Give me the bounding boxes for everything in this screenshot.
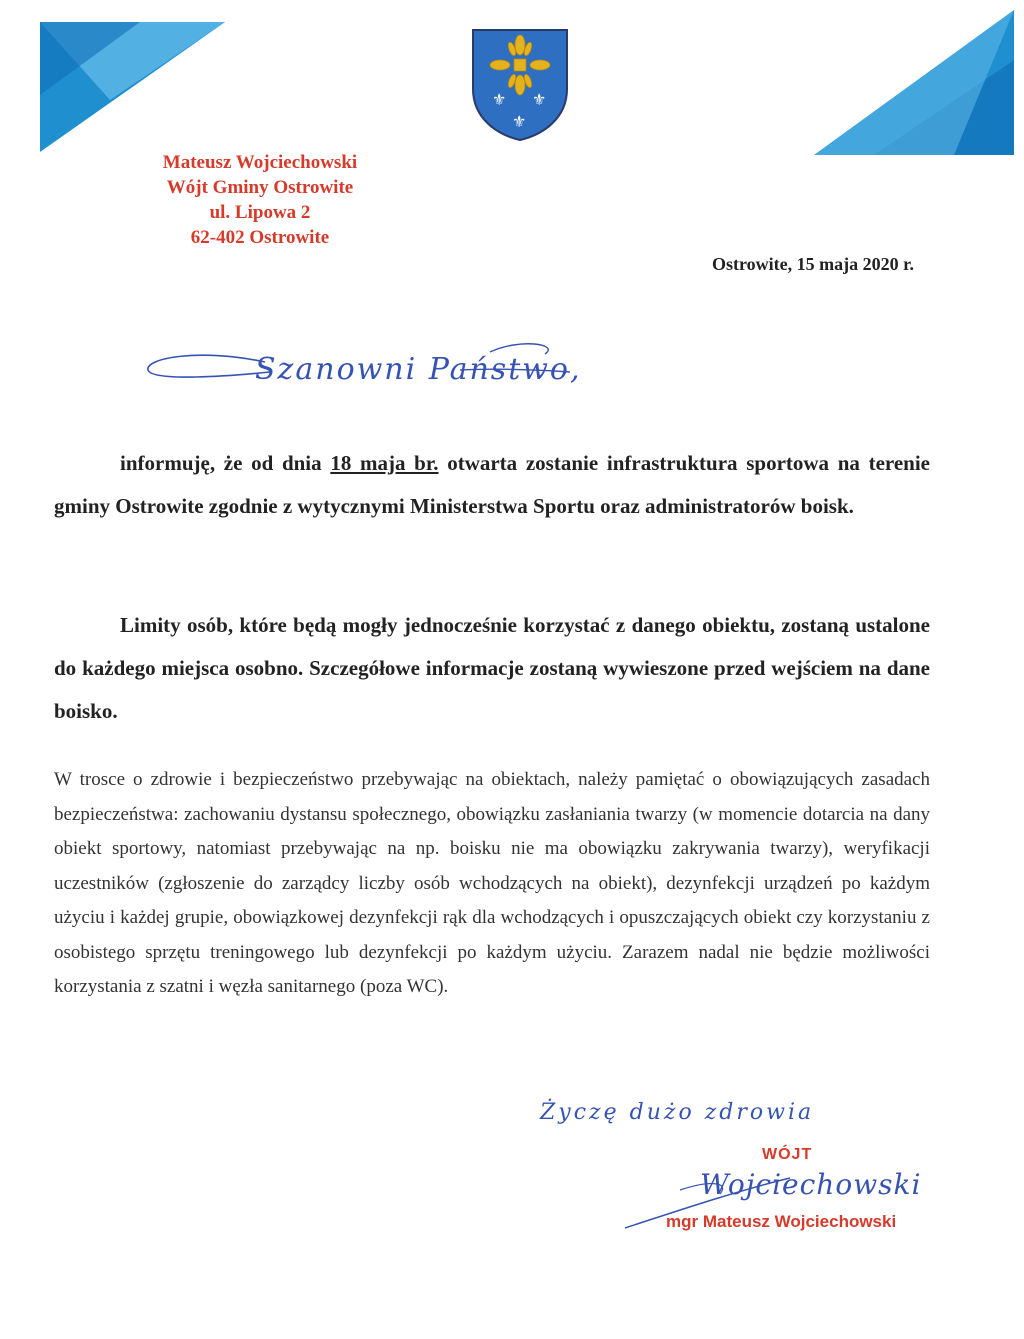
corner-decoration-right xyxy=(774,0,1024,170)
opening-date-highlight: 18 maja br. xyxy=(330,451,439,475)
paragraph-opening xyxy=(54,442,930,528)
salutation: Szanowni Państwo, xyxy=(255,352,582,387)
sender-city: 62-402 Ostrowite xyxy=(190,227,330,248)
coat-of-arms-emblem xyxy=(470,27,570,143)
letter-date: Ostrowite, 15 maja 2020 r. xyxy=(712,254,914,274)
handwritten-signature: Wojciechowski xyxy=(700,1168,922,1201)
sender-address xyxy=(120,150,400,250)
sender-name: Mateusz Wojciechowski xyxy=(162,152,358,173)
paragraph-opening-start: informuję, że od dnia xyxy=(120,451,331,475)
paragraph-safety-rules: W trosce o zdrowie i bezpieczeństwo przebywając na obiektach, należy pamiętać o obowiązujących zasadach bezpieczeństwa: zachowaniu dystansu społecznego, obowiązku zasłaniania twarzy (w momencie dotarcia na dany obiekt sportowy, natomiast przebywając na np. boisku nie ma obowiązku zakrywania twarzy), weryfikacji uczestników (zgłoszenie do zarządcy liczby osób wchodzących na obiekt), dezynfekcji urządzeń po każdym użyciu i każdej grupie, obowiązkowej dezynfekcji rąk dla wchodzących i opuszczających obiekt czy korzystaniu z osobistego sprzętu treningowego lub dezynfekcji po każdym użyciu. Zarazem nadal nie będzie możliwości korzystania z szatni i węzła sanitarnego (poza WC). xyxy=(54,769,930,997)
svg-text:⚜: ⚜ xyxy=(512,112,527,131)
signature-title: WÓJT xyxy=(762,1146,813,1163)
svg-text:⚜: ⚜ xyxy=(492,90,507,109)
sender-title: Wójt Gminy Ostrowite xyxy=(166,177,354,198)
paragraph-opening-end: otwarta zostanie infrastruktura sportowa na terenie gminy Ostrowite zgodnie z wytycznymi Ministerstwa Sportu oraz administratorów boisk. xyxy=(54,451,931,518)
signatory-name: mgr Mateusz Wojciechowski xyxy=(666,1212,897,1231)
paragraph-limits: Limity osób, które będą mogły jednocześnie korzystać z danego obiektu, zostaną ustalone do każdego miejsca osobno. Szczegółowe informacje zostaną wywieszone przed wejściem na dane boisko. xyxy=(54,613,930,723)
sender-street: ul. Lipowa 2 xyxy=(209,202,311,223)
farewell: Życzę dużo zdrowia xyxy=(540,1100,815,1125)
corner-decoration-left xyxy=(0,0,230,160)
svg-text:⚜: ⚜ xyxy=(532,90,547,109)
